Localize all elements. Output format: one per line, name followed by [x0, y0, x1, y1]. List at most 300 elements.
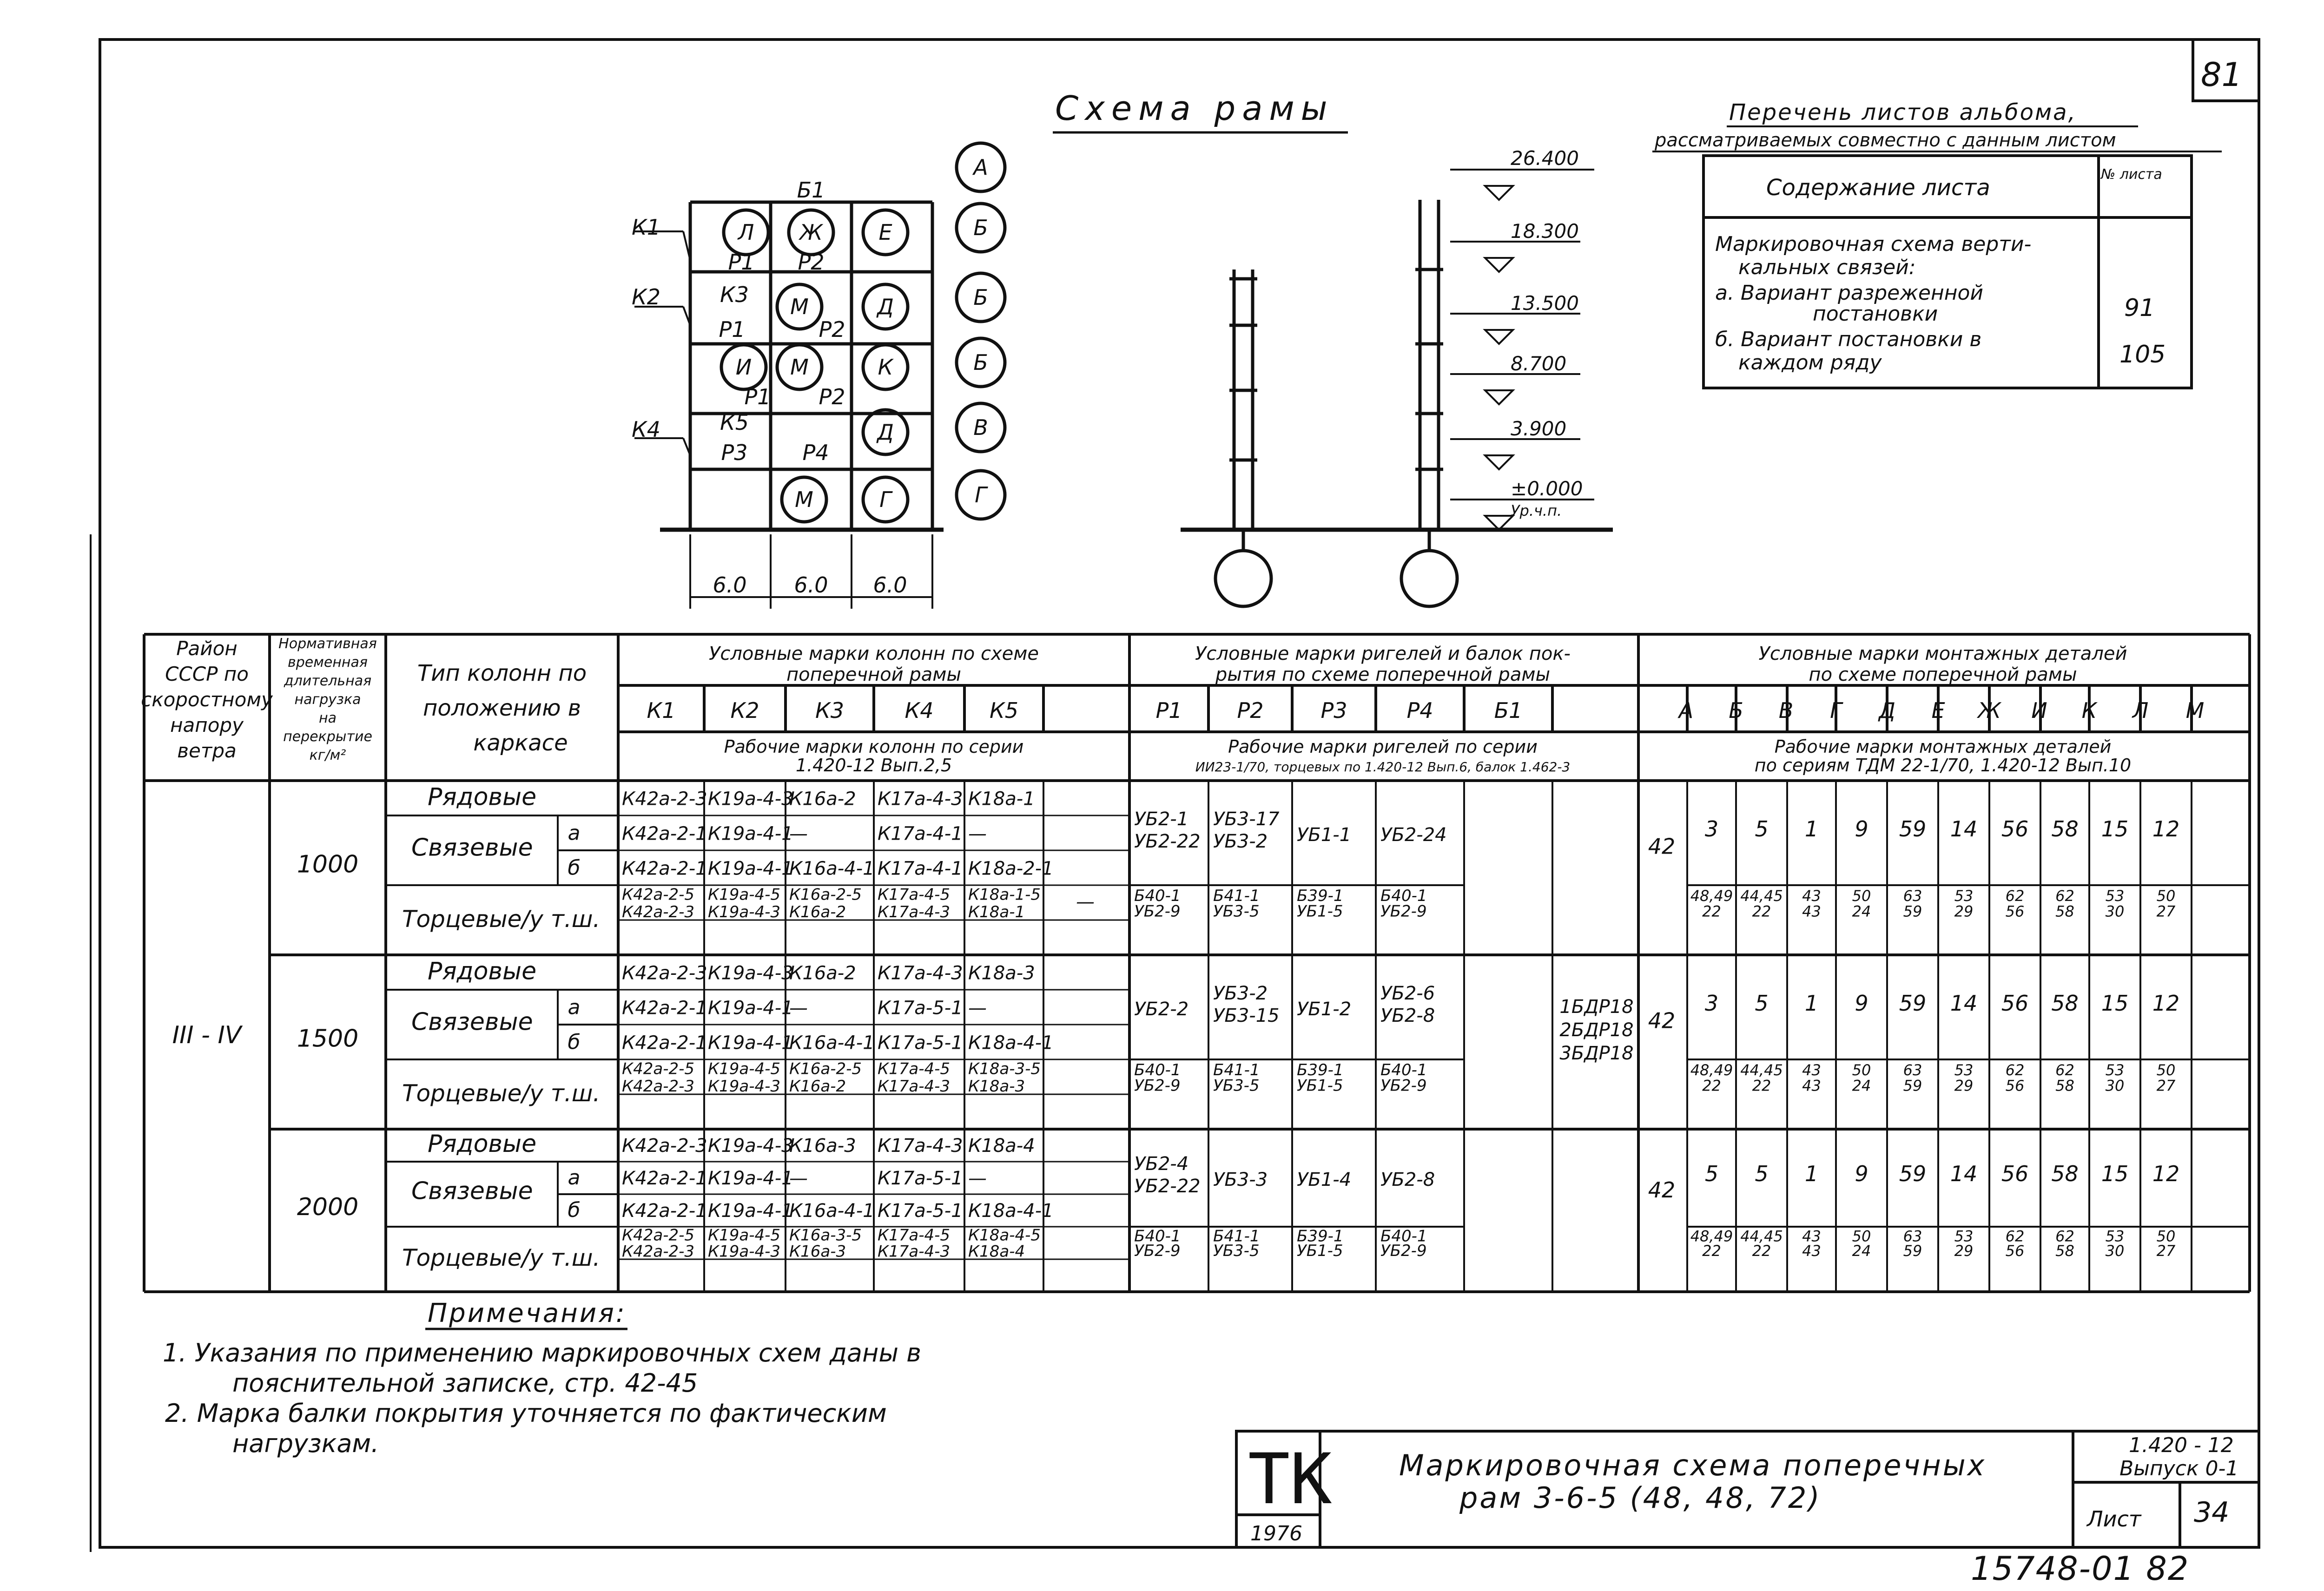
detail-mark: 59 [1899, 816, 1927, 842]
beam-mark: УБ1-5 [1297, 902, 1343, 921]
detail-mark: 48,49 [1690, 1227, 1733, 1245]
detail-mark: 58 [2051, 816, 2079, 842]
circle-mark: И [735, 355, 752, 380]
column-label-k5: К5 [720, 410, 749, 435]
b1-mark: 1БДР18 [1559, 996, 1634, 1018]
detail-mark: 42 [1648, 1008, 1676, 1033]
header-column-code: К2 [730, 698, 759, 723]
detail-mark: 24 [1852, 902, 1871, 920]
beam-mark: Б41-1 [1213, 886, 1260, 905]
beam-label-r1: Р1 [728, 250, 755, 275]
detail-mark: 42 [1648, 834, 1676, 859]
header-detail-code: Г [1830, 698, 1842, 723]
subvariant-label: а [568, 821, 581, 845]
detail-mark: 58 [2055, 902, 2074, 920]
elevation-label: 18.300 [1511, 220, 1579, 243]
detail-mark: 44,45 [1740, 1061, 1783, 1079]
span-dimension: 6.0 [873, 572, 907, 598]
beam-mark: УБ1-4 [1297, 1169, 1352, 1190]
column-mark: К42а-2-3 [622, 903, 695, 921]
detail-mark: 43 [1802, 1242, 1821, 1260]
column-mark: К19а-4-3 [708, 903, 781, 921]
detail-mark: 43 [1802, 1061, 1821, 1079]
column-mark: К17а-4-3 [878, 788, 963, 810]
detail-mark: 22 [1752, 1242, 1771, 1260]
beam-label-r2b: Р2 [819, 317, 845, 342]
header-column-work: Рабочие марки колонн по серии [724, 736, 1024, 757]
beam-label-r1c: Р1 [744, 384, 771, 409]
header-load: временная [288, 654, 368, 671]
beam-mark: Б39-1 [1297, 886, 1344, 905]
header-detail-code: К [2081, 698, 2097, 723]
column-mark: К16а-2-5 [789, 885, 862, 904]
header-column-work: 1.420-12 Вып.2,5 [795, 755, 952, 776]
detail-mark: 1 [1804, 816, 1819, 842]
elevation-labels [1511, 147, 1583, 519]
subvariant-label: б [568, 856, 581, 880]
column-mark: К42а-2-3 [622, 1242, 695, 1261]
beam-mark: УБ2-24 [1380, 824, 1447, 846]
beam-mark: УБ2-22 [1134, 831, 1201, 852]
side-mark: Г [975, 482, 987, 507]
beam-mark: УБ2-9 [1380, 1242, 1427, 1260]
header-beam-work: Рабочие марки ригелей по серии [1228, 736, 1538, 757]
detail-mark: 56 [2001, 991, 2029, 1016]
header-column-marks: Условные марки колонн по схеме [708, 643, 1039, 664]
column-mark: К16а-3-5 [789, 1226, 862, 1245]
detail-mark: 15 [2101, 991, 2129, 1016]
detail-mark: 15 [2101, 1161, 2129, 1186]
title-block [1236, 1431, 2259, 1547]
column-mark: К18а-3-5 [968, 1059, 1041, 1078]
circle-mark: М [795, 487, 813, 512]
column-mark: К19а-4-1 [708, 1200, 793, 1222]
column-mark: — [968, 997, 987, 1019]
detail-mark: 53 [2105, 1227, 2125, 1245]
header-region: напору [170, 714, 244, 736]
beam-mark: УБ2-9 [1134, 1076, 1181, 1095]
detail-mark: 53 [1954, 1061, 1974, 1079]
detail-mark: 58 [2051, 1161, 2079, 1186]
detail-mark: 50 [1852, 887, 1871, 905]
column-mark: К16а-3 [789, 1135, 856, 1157]
column-mark: К19а-4-1 [708, 997, 793, 1019]
beam-mark: УБ2-9 [1134, 1242, 1181, 1260]
header-region: скоростному [141, 688, 273, 711]
column-label-k2: К2 [632, 284, 660, 309]
detail-mark: 9 [1855, 1161, 1868, 1186]
detail-mark: 53 [2105, 1061, 2125, 1079]
detail-mark: 50 [1852, 1061, 1871, 1079]
header-load: перекрытие [283, 729, 372, 745]
detail-mark: 29 [1954, 1242, 1974, 1260]
beam-mark: УБ3-17 [1213, 809, 1280, 830]
header-beam-code: Р3 [1320, 698, 1347, 723]
column-mark: К17а-4-3 [878, 903, 951, 921]
column-mark: К42а-2-1 [622, 1200, 707, 1222]
circle-mark: Г [879, 487, 891, 512]
header-detail-code: В [1778, 698, 1794, 723]
header-detail-code: Д [1879, 698, 1895, 723]
header-detail-code: Ж [1978, 698, 2001, 723]
beam-mark: УБ3-2 [1213, 983, 1268, 1004]
detail-mark: 53 [2105, 887, 2125, 905]
detail-mark: 58 [2055, 1242, 2074, 1260]
b1-mark: 3БДР18 [1559, 1043, 1634, 1064]
detail-mark: 63 [1903, 887, 1922, 905]
detail-mark: 5 [1755, 1161, 1769, 1186]
span-dimension: 6.0 [794, 572, 828, 598]
column-mark: К18а-4-1 [968, 1200, 1054, 1222]
column-mark: К19а-4-3 [708, 1242, 781, 1261]
column-mark: К19а-4-3 [708, 1135, 793, 1157]
column-type-label: Связевые [411, 1008, 533, 1036]
detail-mark: 44,45 [1740, 1227, 1783, 1245]
detail-mark: 24 [1852, 1242, 1871, 1260]
column-mark: К17а-4-5 [878, 885, 951, 904]
title-sheet-number: 34 [2194, 1496, 2230, 1529]
header-detail-marks: Условные марки монтажных деталей [1758, 643, 2127, 664]
subvariant-label: а [568, 1166, 581, 1190]
header-region: Район [176, 637, 238, 660]
column-mark: К18а-4-1 [968, 1032, 1054, 1054]
side-mark: Б [973, 285, 988, 310]
header-column-type: положению в [423, 695, 581, 721]
beam-mark: УБ1-2 [1297, 999, 1352, 1020]
column-mark: К18а-1-5 [968, 885, 1041, 904]
tk-logo: ТК [1248, 1439, 1332, 1520]
column-mark: — [789, 997, 808, 1019]
header-column-marks: поперечной рамы [786, 664, 962, 685]
column-mark: К19а-4-5 [708, 885, 781, 904]
column-mark: К42а-2-3 [622, 788, 707, 810]
title-line: рам 3-6-5 (48, 48, 72) [1459, 1481, 1822, 1515]
sheet-list-item: б. Вариант постановки в [1715, 328, 1982, 351]
note-line: 2. Марка балки покрытия уточняется по фактическим [165, 1399, 887, 1428]
column-mark: К17а-4-3 [878, 1242, 951, 1261]
notes-title: Примечания: [428, 1298, 627, 1328]
detail-mark: 59 [1903, 1242, 1922, 1260]
sheet-list-row-text: кальных связей: [1738, 256, 1916, 279]
detail-mark: 62 [2005, 1061, 2025, 1079]
span-dimension: 6.0 [713, 572, 747, 598]
detail-mark: 14 [1950, 1161, 1978, 1186]
header-detail-work: Рабочие марки монтажных деталей [1774, 736, 2112, 757]
column-mark: К42а-2-3 [622, 1135, 707, 1157]
beam-label-r3: Р3 [721, 440, 748, 465]
column-mark: К19а-4-1 [708, 858, 793, 880]
beam-mark: УБ3-2 [1213, 831, 1268, 852]
detail-mark: 50 [2156, 887, 2176, 905]
detail-mark: 27 [2156, 1242, 2176, 1260]
header-beam-code: Р4 [1406, 698, 1433, 723]
frame-title: Схема рамы [1055, 89, 1334, 128]
column-mark: К42а-2-5 [622, 885, 695, 904]
beam-mark: УБ2-6 [1380, 983, 1435, 1004]
sheet-list-col-number: № листа [2101, 166, 2162, 183]
column-mark: К19а-4-3 [708, 788, 793, 810]
detail-mark: 48,49 [1690, 887, 1733, 905]
b1-mark: 2БДР18 [1559, 1019, 1634, 1041]
column-mark: К16а-2 [789, 1077, 846, 1096]
column-mark: К17а-4-3 [878, 1135, 963, 1157]
beam-mark: Б40-1 [1380, 886, 1427, 905]
detail-mark: 44,45 [1740, 887, 1783, 905]
detail-mark: 22 [1752, 1077, 1771, 1095]
column-mark: К17а-4-1 [878, 858, 963, 880]
detail-mark: 58 [2055, 1077, 2074, 1095]
column-mark: К17а-4-1 [878, 823, 963, 845]
column-mark: К17а-4-3 [878, 1077, 951, 1096]
column-mark: К16а-2-5 [789, 1059, 862, 1078]
note-line: нагрузкам. [232, 1429, 379, 1458]
column-mark: К19а-4-5 [708, 1059, 781, 1078]
beam-mark: УБ1-1 [1297, 824, 1352, 846]
beam-label-b1: Б1 [797, 178, 825, 203]
beam-mark: УБ3-15 [1213, 1005, 1280, 1026]
header-region: СССР по [165, 663, 249, 685]
detail-mark: 62 [2005, 887, 2025, 905]
elevation-label: 26.400 [1511, 147, 1579, 170]
detail-mark: 56 [2005, 1077, 2025, 1095]
detail-mark: 63 [1903, 1227, 1922, 1245]
column-type-label: Связевые [411, 1177, 533, 1205]
header-beam-work: ИИ23-1/70, торцевых по 1.420-12 Вып.6, балок 1.462-3 [1195, 759, 1571, 775]
column-mark: К18а-1 [968, 903, 1025, 921]
column-type-label: Рядовые [428, 957, 537, 986]
column-type-label: Рядовые [428, 1130, 537, 1158]
detail-mark: 29 [1954, 1077, 1974, 1095]
column-mark: — [789, 1168, 808, 1189]
detail-mark: 22 [1702, 1242, 1721, 1260]
detail-mark: 48,49 [1690, 1061, 1733, 1079]
detail-mark: 59 [1903, 902, 1922, 920]
beam-mark: УБ2-9 [1380, 1076, 1427, 1095]
header-column-code: К5 [990, 698, 1018, 723]
detail-mark: 9 [1855, 816, 1868, 842]
detail-mark: 62 [2005, 1227, 2025, 1245]
beam-mark: УБ3-5 [1213, 1242, 1260, 1260]
note-line: 1. Указания по применению маркировочных схем даны в [163, 1338, 921, 1367]
detail-mark: 56 [2001, 816, 2029, 842]
sheet-list-row-text: Маркировочная схема верти- [1715, 232, 2032, 256]
column-type-label: Рядовые [428, 783, 537, 811]
detail-mark: 12 [2152, 816, 2180, 842]
beam-mark: Б41-1 [1213, 1060, 1260, 1079]
column-mark: К42а-2-3 [622, 962, 707, 984]
detail-mark: 5 [1755, 991, 1769, 1016]
beam-mark: УБ2-2 [1134, 999, 1189, 1020]
detail-mark: 43 [1802, 887, 1821, 905]
column-type-label: Связевые [411, 834, 533, 862]
title-series: 1.420 - 12 [2129, 1433, 2234, 1457]
elevation-label: 13.500 [1511, 292, 1579, 315]
column-mark: К18а-3 [968, 1077, 1025, 1096]
column-mark: К17а-4-5 [878, 1059, 951, 1078]
beam-mark: УБ2-9 [1380, 902, 1427, 921]
beam-mark: УБ1-5 [1297, 1242, 1343, 1260]
sheet-list [1652, 99, 2222, 388]
header-detail-code: Б [1729, 698, 1743, 723]
detail-mark: 62 [2055, 1061, 2074, 1079]
column-type-label: Торцевые/у т.ш. [402, 1244, 601, 1271]
circle-mark: Д [877, 420, 894, 445]
beam-mark: УБ2-4 [1134, 1153, 1189, 1175]
detail-mark: 29 [1954, 902, 1974, 920]
column-mark: К42а-2-5 [622, 1059, 695, 1078]
detail-mark: 3 [1704, 991, 1719, 1016]
title-line: Маркировочная схема поперечных [1399, 1448, 1987, 1482]
header-beam-code: Р1 [1155, 698, 1182, 723]
header-detail-code: Л [2132, 698, 2149, 723]
column-mark: — [1076, 891, 1095, 913]
subvariant-label: а [568, 995, 581, 1019]
elevation-label: 3.900 [1511, 417, 1567, 440]
column-mark: К19а-4-5 [708, 1226, 781, 1245]
beam-mark: Б39-1 [1297, 1060, 1344, 1079]
column-mark: К18а-4 [968, 1242, 1025, 1261]
column-mark: К16а-4-1 [789, 858, 875, 880]
beam-mark: УБ2-8 [1380, 1169, 1435, 1190]
detail-mark: 30 [2105, 1077, 2125, 1095]
column-type-label: Торцевые/у т.ш. [402, 906, 601, 933]
side-mark: Б [973, 215, 988, 240]
sheet-frame [100, 39, 2259, 1547]
beam-mark: УБ3-5 [1213, 902, 1260, 921]
region-value: III - IV [172, 1021, 242, 1049]
beam-mark: УБ2-1 [1134, 809, 1189, 830]
beam-mark: Б40-1 [1134, 1227, 1181, 1246]
column-mark: К42а-2-3 [622, 1077, 695, 1096]
sheet-list-title: Перечень листов альбома, [1729, 99, 2077, 125]
subvariant-label: б [568, 1030, 581, 1054]
header-detail-work: по сериям ТДМ 22-1/70, 1.420-12 Вып.10 [1754, 755, 2132, 776]
column-mark: К18а-1 [968, 788, 1035, 810]
beam-label-r2c: Р2 [819, 384, 845, 409]
header-load: на [319, 710, 337, 726]
column-mark: К17а-4-3 [878, 962, 963, 984]
detail-mark: 22 [1702, 902, 1721, 920]
column-mark: К19а-4-1 [708, 823, 793, 845]
header-column-code: К3 [815, 698, 844, 723]
header-load: нагрузка [294, 691, 361, 708]
detail-mark: 50 [2156, 1227, 2176, 1245]
detail-mark: 9 [1855, 991, 1868, 1016]
corner-sheet-number: 81 [2201, 56, 2243, 94]
detail-mark: 53 [1954, 1227, 1974, 1245]
title-sheet-label: Лист [2087, 1506, 2141, 1532]
beam-mark: Б40-1 [1134, 1060, 1181, 1079]
sheet-list-col-content: Содержание листа [1766, 175, 1990, 201]
detail-mark: 62 [2055, 887, 2074, 905]
column-label-k1: К1 [632, 215, 660, 240]
detail-mark: 12 [2152, 1161, 2180, 1186]
side-mark: В [973, 415, 988, 440]
notes [163, 1298, 921, 1458]
bottom-code: 15748-01 82 [1971, 1550, 2190, 1588]
sheet-list-number: 105 [2119, 341, 2166, 368]
column-mark: К19а-4-3 [708, 1077, 781, 1096]
detail-mark: 53 [1954, 887, 1974, 905]
note-line: пояснительной записке, стр. 42-45 [232, 1368, 698, 1398]
beam-mark: УБ1-5 [1297, 1076, 1343, 1095]
beam-mark: УБ2-8 [1380, 1005, 1435, 1026]
header-beam-marks: Условные марки ригелей и балок пок- [1195, 643, 1571, 664]
detail-mark: 30 [2105, 1242, 2125, 1260]
header-column-type: каркасе [473, 730, 568, 756]
circle-mark: Д [877, 294, 894, 319]
header-detail-code: Е [1931, 698, 1945, 723]
detail-mark: 59 [1903, 1077, 1922, 1095]
title-year: 1976 [1250, 1522, 1302, 1545]
header-detail-marks: по схеме поперечной рамы [1809, 664, 2077, 685]
detail-mark: 42 [1648, 1177, 1676, 1203]
elevation-label: Ур.ч.п. [1511, 502, 1562, 519]
detail-mark: 59 [1899, 991, 1927, 1016]
detail-mark: 5 [1755, 816, 1769, 842]
column-mark: К42а-2-5 [622, 1226, 695, 1245]
detail-mark: 14 [1950, 991, 1978, 1016]
detail-mark: 12 [2152, 991, 2180, 1016]
column-mark: К18а-2-1 [968, 858, 1054, 880]
beam-mark: УБ2-9 [1134, 902, 1181, 921]
load-value: 2000 [297, 1193, 359, 1221]
circle-mark: М [790, 355, 809, 380]
beam-mark: Б40-1 [1134, 886, 1181, 905]
header-load: длительная [284, 673, 372, 689]
detail-mark: 63 [1903, 1061, 1922, 1079]
detail-mark: 56 [2005, 1242, 2025, 1260]
header-beam-code: Р2 [1237, 698, 1264, 723]
header-column-type: Тип колонн по [417, 660, 587, 686]
column-mark: К16а-3 [789, 1242, 846, 1261]
column-mark: К42а-2-1 [622, 1168, 707, 1189]
column-mark: К19а-4-1 [708, 1168, 793, 1189]
column-mark: К16а-4-1 [789, 1032, 875, 1054]
detail-mark: 30 [2105, 902, 2125, 920]
column-mark: К17а-4-5 [878, 1226, 951, 1245]
column-label-k4: К4 [632, 417, 660, 442]
detail-mark: 62 [2055, 1227, 2074, 1245]
load-value: 1500 [297, 1025, 359, 1053]
column-mark: К16а-2 [789, 962, 856, 984]
column-mark: К17а-5-1 [878, 1200, 963, 1222]
detail-mark: 56 [2005, 902, 2025, 920]
sheet-list-subtitle: рассматриваемых совместно с данным листом [1655, 130, 2116, 151]
detail-mark: 22 [1702, 1077, 1721, 1095]
detail-mark: 22 [1752, 902, 1771, 920]
beam-mark: Б40-1 [1380, 1227, 1427, 1246]
detail-mark: 58 [2051, 991, 2079, 1016]
column-mark: К17а-5-1 [878, 1168, 963, 1189]
header-beam-marks: рытия по схеме поперечной рамы [1215, 664, 1551, 685]
header-detail-code: А [1678, 698, 1694, 723]
header-beam-code: Б1 [1494, 698, 1523, 723]
column-type-label: Торцевые/у т.ш. [402, 1080, 601, 1107]
detail-mark: 14 [1950, 816, 1978, 842]
beam-mark: Б40-1 [1380, 1060, 1427, 1079]
header-load: кг/м² [309, 747, 346, 763]
header-region: ветра [177, 739, 237, 762]
column-mark: К42а-2-1 [622, 858, 707, 880]
column-mark: К17а-5-1 [878, 997, 963, 1019]
column-label-k3: К3 [720, 282, 749, 307]
detail-mark: 59 [1899, 1161, 1927, 1186]
detail-mark: 27 [2156, 1077, 2176, 1095]
circle-mark: Е [878, 220, 892, 245]
circle-mark: К [878, 355, 893, 380]
detail-mark: 56 [2001, 1161, 2029, 1186]
